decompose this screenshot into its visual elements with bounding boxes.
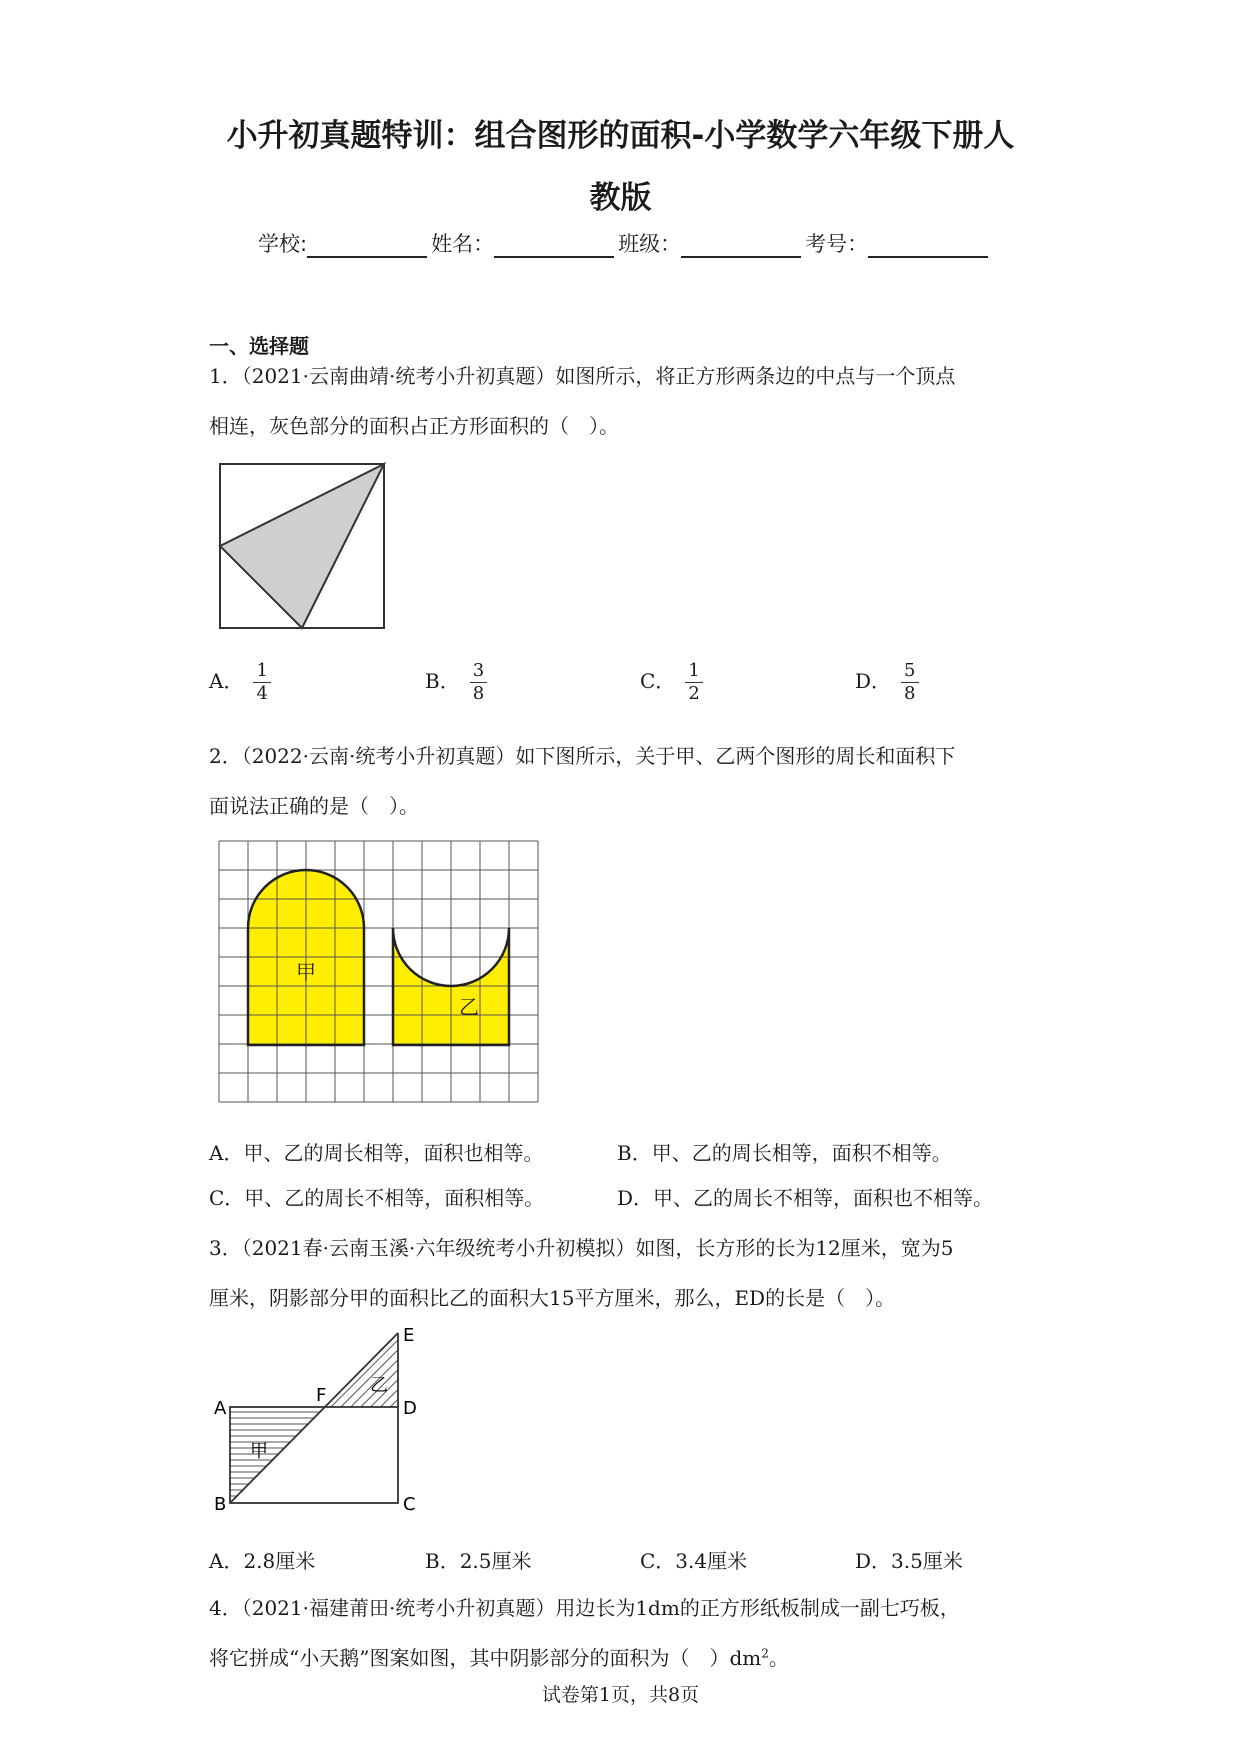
page-footer: 试卷第1页，共8页 [541, 1684, 700, 1706]
exam-no-label: 考号： [805, 232, 869, 256]
q1-option-b-label: B． [425, 669, 460, 693]
class-blank[interactable] [681, 236, 801, 258]
label-yi: 乙 [459, 995, 479, 1019]
q1-option-c[interactable] [640, 660, 703, 705]
denominator: 4 [256, 683, 268, 704]
numerator: 5 [901, 660, 918, 683]
q3-text-line2: 厘米，阴影部分甲的面积比乙的面积大15平方厘米，那么，ED的长是（ ）。 [209, 1286, 896, 1310]
exam-no-blank[interactable] [868, 236, 988, 258]
q2-option-a[interactable]: A．甲、乙的周长相等，面积也相等。 [209, 1141, 544, 1165]
q2-option-c[interactable]: C．甲、乙的周长不相等，面积相等。 [209, 1186, 545, 1210]
q1-option-c-label: C． [640, 669, 676, 693]
q2-text-line1: 2．（2022·云南·统考小升初真题）如下图所示，关于甲、乙两个图形的周长和面积下 [209, 744, 956, 768]
q3-option-a[interactable]: A．2.8厘米 [209, 1549, 316, 1573]
point-a-label: A [214, 1398, 227, 1419]
q2-text-line2: 面说法正确的是（ ）。 [209, 794, 419, 818]
q2-option-d[interactable]: D．甲、乙的周长不相等，面积也不相等。 [617, 1186, 994, 1210]
point-b-label: B [214, 1494, 227, 1515]
name-label: 姓名： [431, 232, 495, 256]
denominator: 8 [472, 683, 485, 704]
numerator: 1 [685, 660, 702, 683]
page-title: 小升初真题特训：组合图形的面积-小学数学六年级下册人 [226, 118, 1015, 154]
q3-option-d[interactable]: D．3.5厘米 [855, 1549, 963, 1573]
q3-option-b[interactable]: B．2.5厘米 [425, 1549, 532, 1573]
numerator: 1 [253, 660, 270, 683]
name-blank[interactable] [494, 236, 614, 258]
fraction [685, 660, 702, 705]
q3-option-c[interactable]: C．3.4厘米 [640, 1549, 748, 1573]
q1-option-a[interactable] [209, 660, 271, 705]
point-c-label: C [403, 1494, 416, 1515]
q1-text-line1: 1．（2021·云南曲靖·统考小升初真题）如图所示，将正方形两条边的中点与一个顶点 [209, 364, 956, 388]
q1-gray-triangle [220, 464, 384, 628]
student-info-line [258, 228, 992, 258]
school-label: 学校: [258, 232, 308, 256]
q1-figure [218, 462, 388, 632]
label-jia: 甲 [296, 960, 316, 984]
fraction [253, 660, 270, 705]
fraction [901, 660, 918, 705]
point-d-label: D [403, 1398, 417, 1419]
q4-text-main: 将它拼成“小天鹅”图案如图，其中阴影部分的面积为（ ）dm [209, 1646, 762, 1670]
q1-option-d-label: D． [855, 669, 892, 693]
q1-option-a-label: A． [209, 669, 244, 693]
q2-option-b[interactable]: B．甲、乙的周长相等，面积不相等。 [617, 1141, 952, 1165]
q3-text-line1: 3．（2021春·云南玉溪·六年级统考小升初模拟）如图，长方形的长为12厘米，宽为5 [209, 1236, 954, 1260]
q4-text-line1: 4．（2021·福建莆田·统考小升初真题）用边长为1dm的正方形纸板制成一副七巧板， [209, 1596, 960, 1620]
q4-superscript: 2 [761, 1646, 769, 1661]
section-heading: 一、选择题 [209, 334, 309, 358]
q1-option-b[interactable] [425, 660, 487, 705]
q1-option-d[interactable] [855, 660, 919, 705]
q2-figure [218, 840, 543, 1105]
q4-text-line2 [209, 1642, 789, 1671]
fraction [470, 660, 487, 705]
q4-text-end: 。 [768, 1646, 789, 1670]
region-yi-label: 乙 [370, 1375, 388, 1396]
denominator: 2 [688, 683, 700, 704]
numerator: 3 [470, 660, 487, 683]
region-jia-label: 甲 [250, 1441, 268, 1462]
q1-text-line2: 相连，灰色部分的面积占正方形面积的（ ）。 [209, 414, 619, 438]
point-f-label: F [316, 1385, 327, 1406]
page-title-cont: 教版 [589, 180, 652, 216]
school-blank[interactable] [307, 236, 427, 258]
class-label: 班级： [618, 232, 682, 256]
q3-figure [210, 1325, 430, 1515]
denominator: 8 [904, 683, 916, 704]
point-e-label: E [403, 1325, 415, 1346]
